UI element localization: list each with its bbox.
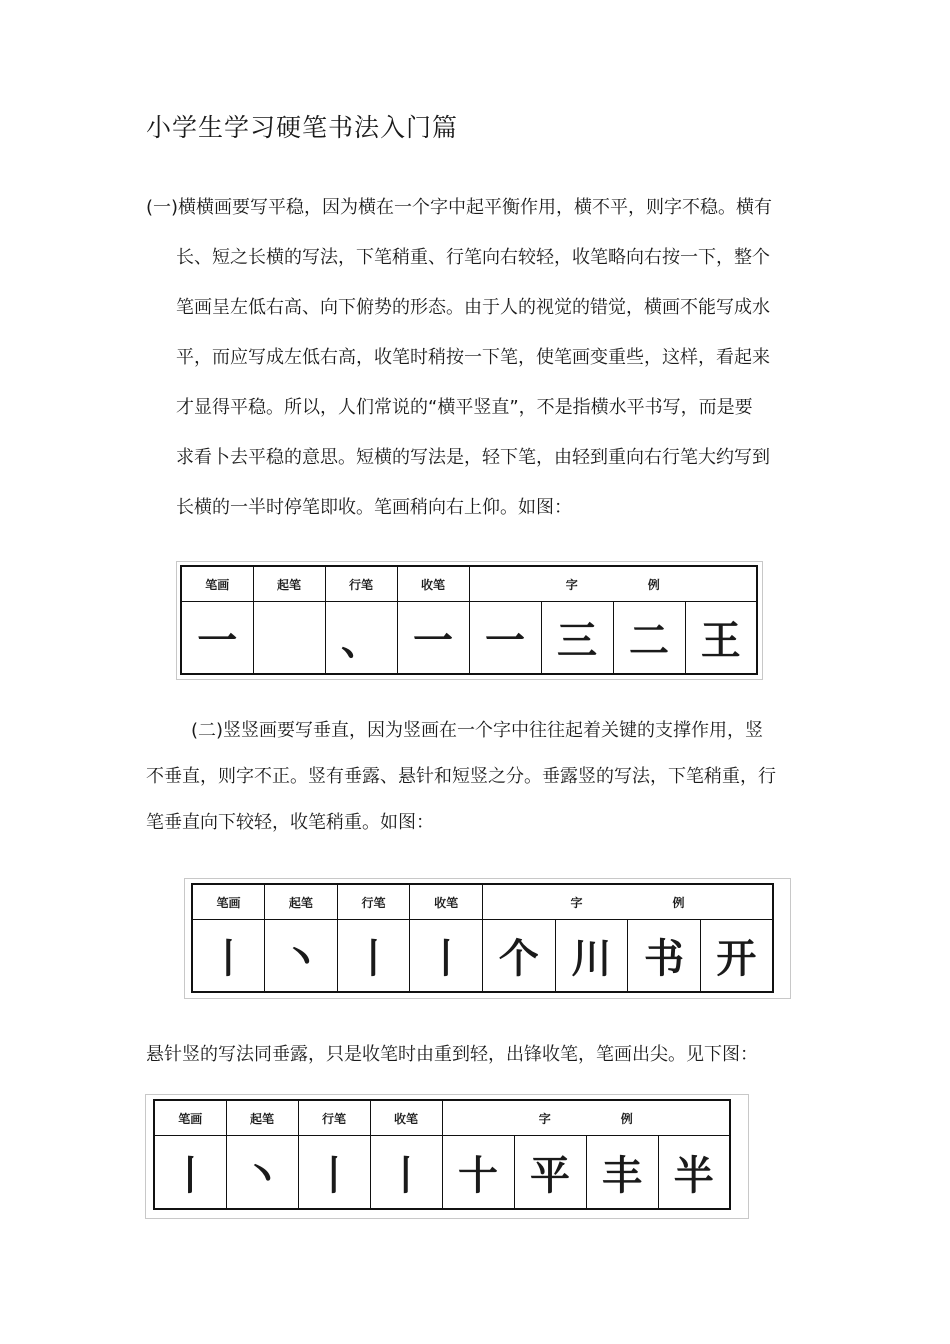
example-char: 十: [442, 1136, 514, 1210]
paragraph-line: 才显得平稳。所以，人们常说的“横平竖直”，不是指横水平书写，而是要: [176, 397, 753, 418]
paragraph-line: (二)竖竖画要写垂直，因为竖画在一个字中往往起着关键的支撑作用，竖: [191, 720, 764, 741]
paragraph-line: 笔画呈左低右高、向下俯势的形态。由于人的视觉的错觉，横画不能写成水: [176, 297, 770, 318]
header-end: 收笔: [410, 884, 483, 920]
paragraph-line: 悬针竖的写法同垂露，只是收笔时由重到轻，出锋收笔，笔画出尖。见下图：: [146, 1044, 758, 1065]
example-char: 二: [613, 602, 685, 675]
example-char: 平: [514, 1136, 586, 1210]
cell-move: 丨: [298, 1136, 370, 1210]
cell-stroke: 一: [181, 602, 253, 675]
stroke-table-horizontal: [176, 561, 763, 680]
example-char: 丰: [586, 1136, 658, 1210]
cell-end: 丨: [370, 1136, 442, 1210]
stroke-table-hanging-needle: [145, 1094, 749, 1219]
paragraph-line: (一)横横画要写平稳，因为横在一个字中起平衡作用，横不平，则字不稳。横有: [146, 197, 773, 218]
header-start: 起笔: [253, 566, 325, 602]
example-char: 三: [541, 602, 613, 675]
stroke-table-vertical-dew: [184, 878, 791, 999]
example-char: 开: [700, 920, 773, 993]
header-start: 起笔: [265, 884, 338, 920]
example-char: 个: [482, 920, 555, 993]
paragraph-line: 平，而应写成左低右高，收笔时稍按一下笔，使笔画变重些，这样，看起来: [176, 347, 770, 368]
header-end: 收笔: [397, 566, 469, 602]
header-stroke: 笔画: [192, 884, 265, 920]
paragraph-line: 求看卜去平稳的意思。短横的写法是，轻下笔，由轻到重向右行笔大约写到: [176, 447, 770, 468]
cell-move: 、: [325, 602, 397, 675]
header-examples: 字 例: [469, 566, 757, 602]
example-char: 半: [658, 1136, 730, 1210]
header-stroke: 笔画: [154, 1100, 226, 1136]
header-move: 行笔: [298, 1100, 370, 1136]
example-char: 川: [555, 920, 628, 993]
example-char: 王: [685, 602, 757, 675]
cell-stroke: 丨: [192, 920, 265, 993]
section-horizontal-stroke: [146, 183, 772, 533]
paragraph-line: 笔垂直向下较轻，收笔稍重。如图：: [146, 812, 434, 833]
paragraph-line: 不垂直，则字不正。竖有垂露、悬针和短竖之分。垂露竖的写法，下笔稍重，行: [146, 766, 776, 787]
header-examples: 字 例: [482, 884, 773, 920]
header-start: 起笔: [226, 1100, 298, 1136]
cell-end: 丨: [410, 920, 483, 993]
cell-start: [253, 602, 325, 675]
header-move: 行笔: [337, 884, 410, 920]
header-stroke: 笔画: [181, 566, 253, 602]
cell-start: 丶: [226, 1136, 298, 1210]
page-title: 小学生学习硬笔书法入门篇: [146, 113, 459, 142]
paragraph-line: 长、短之长横的写法，下笔稍重、行笔向右较轻，收笔略向右按一下，整个: [176, 247, 770, 268]
header-examples: 字 例: [442, 1100, 730, 1136]
cell-move: 丨: [337, 920, 410, 993]
header-move: 行笔: [325, 566, 397, 602]
example-char: 一: [469, 602, 541, 675]
section-vertical-stroke: [146, 708, 776, 846]
example-char: 书: [628, 920, 701, 993]
cell-stroke: 丨: [154, 1136, 226, 1210]
section-hanging-needle: [146, 1030, 758, 1080]
cell-end: 一: [397, 602, 469, 675]
cell-start: 丶: [265, 920, 338, 993]
paragraph-line: 长横的一半时停笔即收。笔画稍向右上仰。如图：: [176, 497, 572, 518]
header-end: 收笔: [370, 1100, 442, 1136]
